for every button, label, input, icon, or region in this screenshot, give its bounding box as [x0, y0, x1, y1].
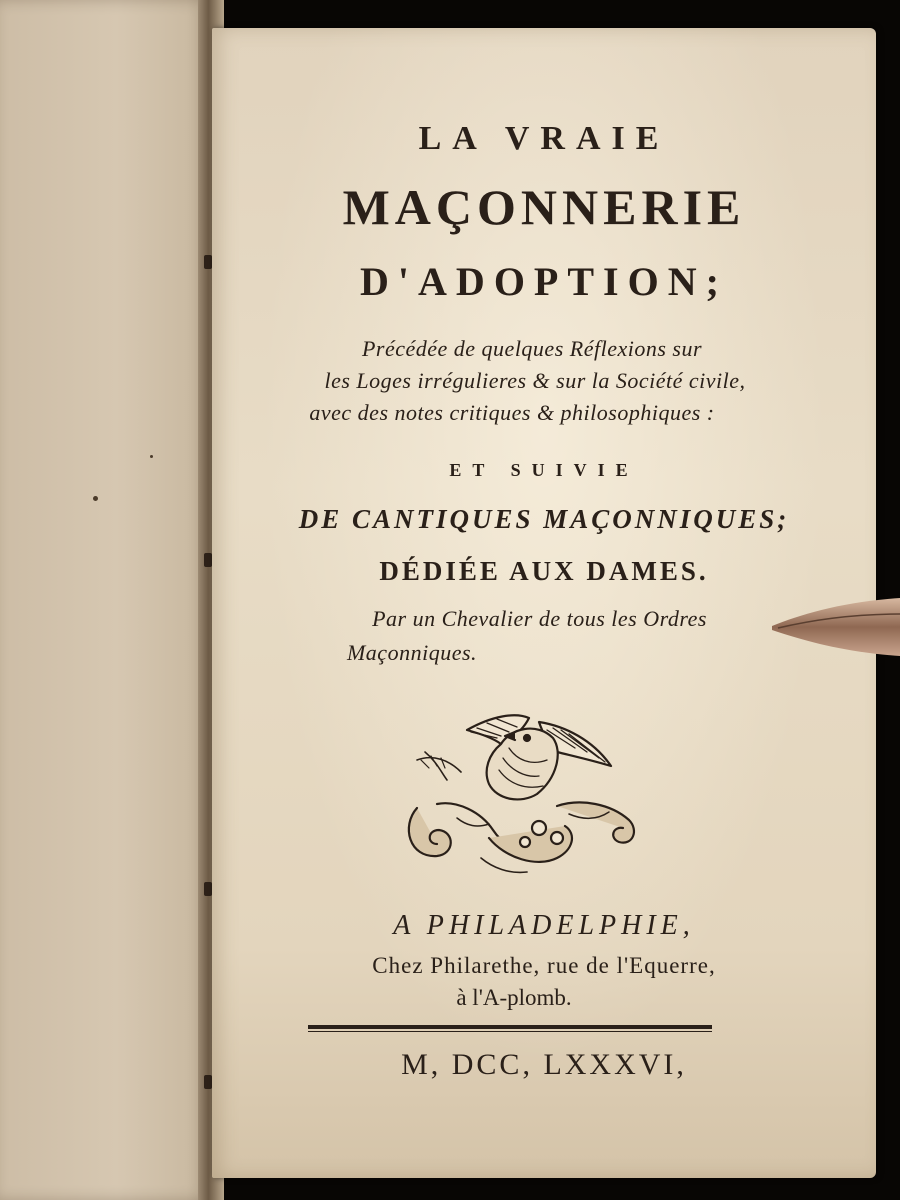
- eagle-ornament: [397, 708, 647, 878]
- cantiques-line: DE CANTIQUES MAÇONNIQUES;: [298, 504, 790, 534]
- subtitle-line-2: les Loges irrégulieres & sur la Société civile,: [324, 368, 746, 393]
- paper-speck: [93, 496, 98, 501]
- binding-thread: [204, 1075, 212, 1089]
- left-endpaper: [0, 0, 212, 1200]
- title-line-2: MAÇONNERIE: [342, 179, 746, 235]
- dedication-line: DÉDIÉE AUX DAMES.: [379, 556, 709, 586]
- binding-thread: [204, 553, 212, 567]
- binding-thread: [204, 255, 212, 269]
- title-line-3: D'ADOPTION;: [360, 259, 728, 304]
- author-line-1: Par un Chevalier de tous les Ordres: [372, 606, 707, 631]
- eagle-vignette-icon: [397, 708, 647, 878]
- bookmark-pointer: [772, 596, 900, 660]
- subtitle-line-1: Précédée de quelques Réflexions sur: [361, 336, 703, 361]
- imprint-publisher: Chez Philarethe, rue de l'Equerre,: [372, 953, 716, 978]
- et-suivie: ET SUIVIE: [449, 460, 639, 480]
- paper-speck: [150, 455, 153, 458]
- imprint-address: à l'A-plomb.: [456, 985, 572, 1010]
- imprint-rule-thick: [308, 1025, 712, 1029]
- title-line-1: LA VRAIE: [418, 120, 670, 157]
- imprint-date: M, DCC, LXXXVI,: [401, 1048, 687, 1081]
- imprint-city: A PHILADELPHIE,: [393, 910, 695, 941]
- imprint-rule-thin: [308, 1031, 712, 1032]
- binding-thread: [204, 882, 212, 896]
- author-line-2: Maçonniques.: [346, 640, 478, 665]
- subtitle-line-3: avec des notes critiques & philosophiques :: [309, 400, 715, 425]
